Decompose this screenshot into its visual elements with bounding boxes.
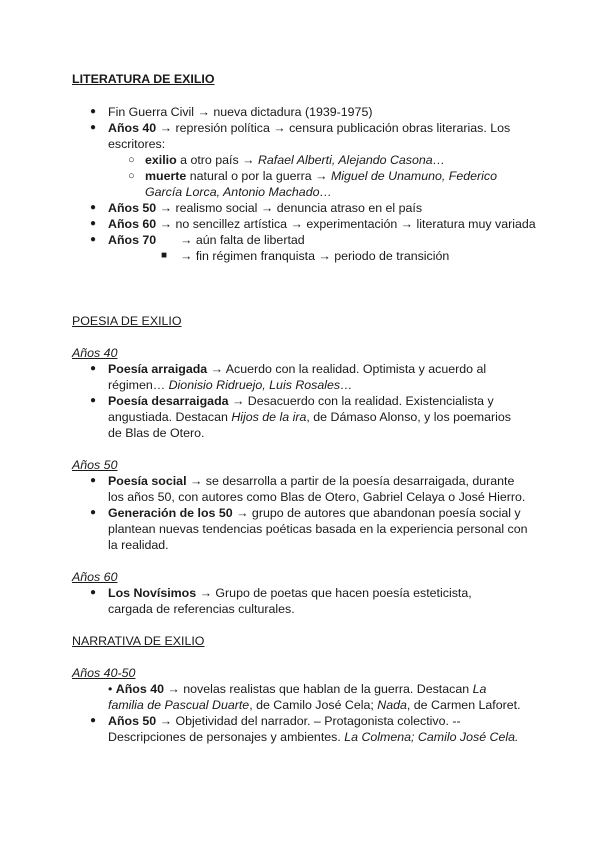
section-title-literatura: LITERATURA DE EXILIO [72, 72, 215, 86]
list-item: muerte natural o por la guerra → Miguel de Unamuno, Federico García Lorca, Antonio Machado… [145, 169, 497, 199]
bullet-icon: ● [90, 234, 97, 245]
list-item: exilio a otro país → Rafael Alberti, Alejando Casona… [145, 153, 446, 167]
bullet-icon: ● [90, 475, 97, 486]
list-item: Años 50 → Objetividad del narrador. – Protagonista colectivo. -- Descripciones de personajes y ambientes. La Colmena; Camilo José Cela. [108, 714, 519, 744]
subheading-anos-60: Años 60 [72, 570, 118, 584]
bullet-icon: ● [90, 363, 97, 374]
list-item: Años 40 → represión política → censura publicación obras literarias. Los escritores: [108, 121, 511, 151]
subheading-anos-40: Años 40 [72, 346, 118, 360]
bullet-icon: ● [90, 218, 97, 229]
bullet-icon: ● [90, 587, 97, 598]
list-item: Poesía desarraigada → Desacuerdo con la realidad. Existencialista y angustiada. Destacan Hijos de la ira, de Dámaso Alonso, y los poemarios de Blas de Otero. [108, 394, 511, 440]
square-bullet-icon: ■ [161, 250, 168, 261]
list-item: Años 60 → no sencillez artística → experimentación → literatura muy variada [108, 217, 536, 231]
list-item: Años 70 [108, 233, 157, 247]
bullet-icon: ● [90, 507, 97, 518]
list-item: Poesía arraigada → Acuerdo con la realidad. Optimista y acuerdo al régimen… Dionisio Ridruejo, Luis Rosales… [108, 362, 487, 392]
subheading-anos-40-50: Años 40-50 [72, 666, 136, 680]
list-item: → fin régimen franquista → periodo de transición [180, 249, 450, 263]
circle-bullet-icon: ○ [128, 170, 135, 182]
bullet-icon: ● [90, 395, 97, 406]
list-item: Poesía social → se desarrolla a partir de la poesía desarraigada, durante los años 50, con autores como Blas de Otero, Gabriel Celaya o José Hierro. [108, 474, 526, 504]
list-item: Los Novísimos → Grupo de poetas que hacen poesía esteticista, cargada de referencias culturales. [108, 586, 472, 616]
list-item: Fin Guerra Civil → nueva dictadura (1939-1975) [108, 105, 373, 119]
list-item: Años 50 → realismo social → denuncia atraso en el país [108, 201, 423, 215]
subheading-anos-50: Años 50 [72, 458, 118, 472]
list-item: • Años 40 → novelas realistas que hablan de la guerra. Destacan La familia de Pascual Duarte, de Camilo José Cela; Nada, de Carmen Laforet. [108, 682, 521, 712]
bullet-icon: ● [90, 106, 97, 117]
list-item-text: → aún falta de libertad [180, 233, 305, 247]
section-title-narrativa: NARRATIVA DE EXILIO [72, 634, 205, 648]
list-item: Generación de los 50 → grupo de autores que abandonan poesía social y plantean nuevas tendencias poéticas basada en la experiencia personal con la realidad. [108, 506, 528, 552]
bullet-icon: ● [90, 202, 97, 213]
bullet-icon: ● [90, 122, 97, 133]
section-title-poesia: POESIA DE EXILIO [72, 314, 182, 328]
circle-bullet-icon: ○ [128, 154, 135, 166]
bullet-icon: ● [90, 715, 97, 726]
